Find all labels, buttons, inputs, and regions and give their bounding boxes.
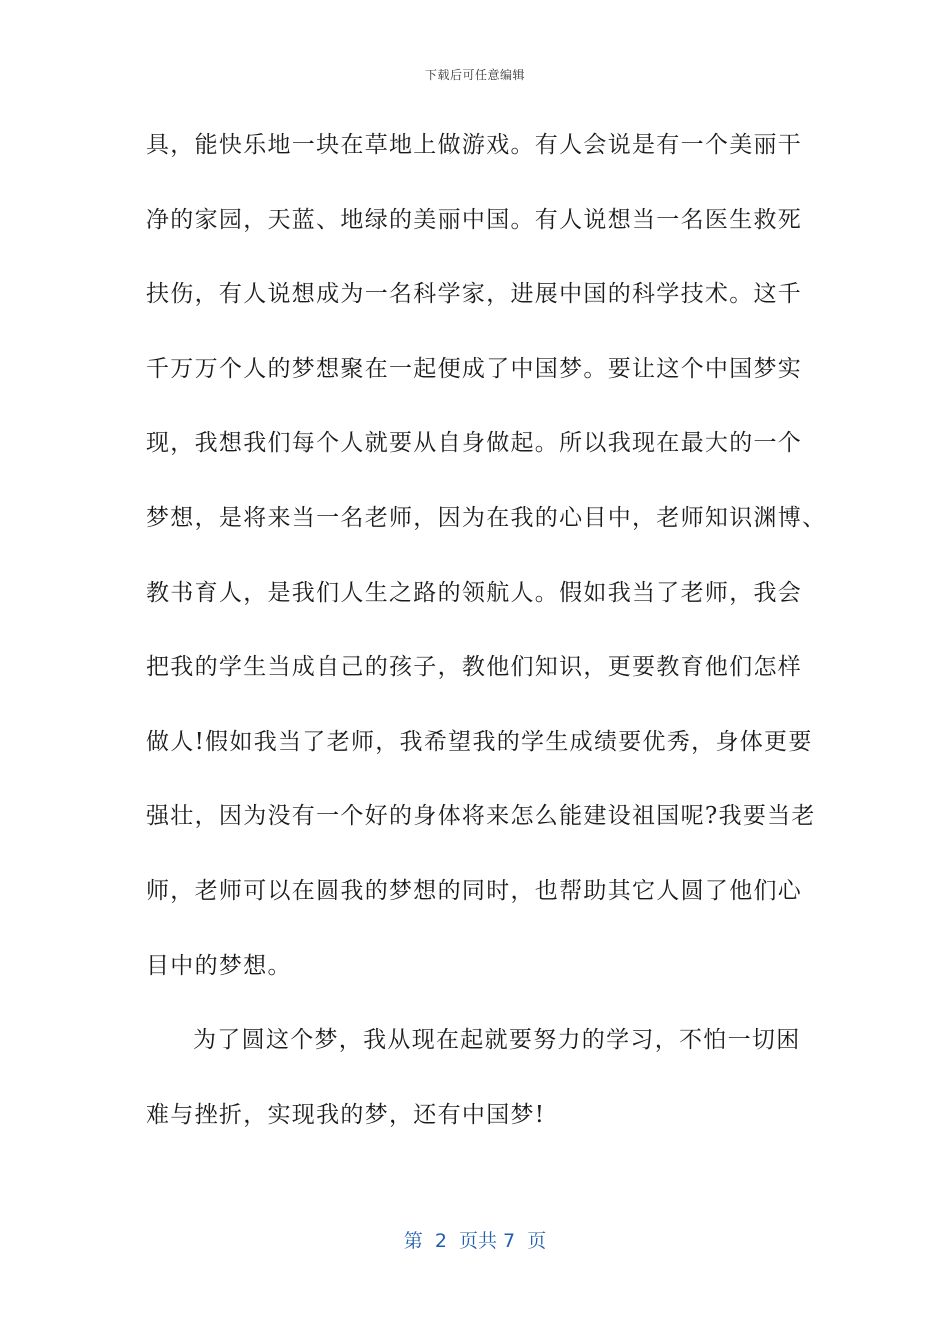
- text-line: 现，我想我们每个人就要从自身做起。所以我现在最大的一个: [146, 430, 803, 457]
- page-footer: 第 2 页共 7 页: [403, 1230, 547, 1252]
- text-line: 净的家园，天蓝、地绿的美丽中国。有人说想当一名医生救死: [146, 206, 803, 233]
- text-line: 做人!假如我当了老师，我希望我的学生成绩要优秀，身体更要: [146, 728, 813, 755]
- text-line: 难与挫折，实现我的梦，还有中国梦!: [146, 1101, 546, 1128]
- text-line: 教书育人，是我们人生之路的领航人。假如我当了老师，我会: [146, 579, 803, 606]
- text-line: 把我的学生当成自己的孩子，教他们知识，更要教育他们怎样: [146, 654, 803, 681]
- text-line: 目中的梦想。: [146, 952, 292, 979]
- text-line: 强壮，因为没有一个好的身体将来怎么能建设祖国呢?我要当老: [146, 803, 816, 830]
- page-header: 下载后可任意编辑: [424, 68, 525, 82]
- paragraph-first-line: 为了圆这个梦，我从现在起就要努力的学习，不怕一切困: [193, 1027, 801, 1054]
- text-line: 梦想，是将来当一名老师，因为在我的心目中，老师知识渊博、: [146, 504, 827, 531]
- document-body: [146, 125, 827, 1169]
- text-line: 具，能快乐地一块在草地上做游戏。有人会说是有一个美丽干: [146, 132, 803, 158]
- text-line: 扶伤，有人说想成为一名科学家，进展中国的科学技术。这千: [146, 281, 803, 308]
- text-line: 千万万个人的梦想聚在一起便成了中国梦。要让这个中国梦实: [146, 355, 803, 382]
- text-line: 师，老师可以在圆我的梦想的同时，也帮助其它人圆了他们心: [146, 877, 803, 904]
